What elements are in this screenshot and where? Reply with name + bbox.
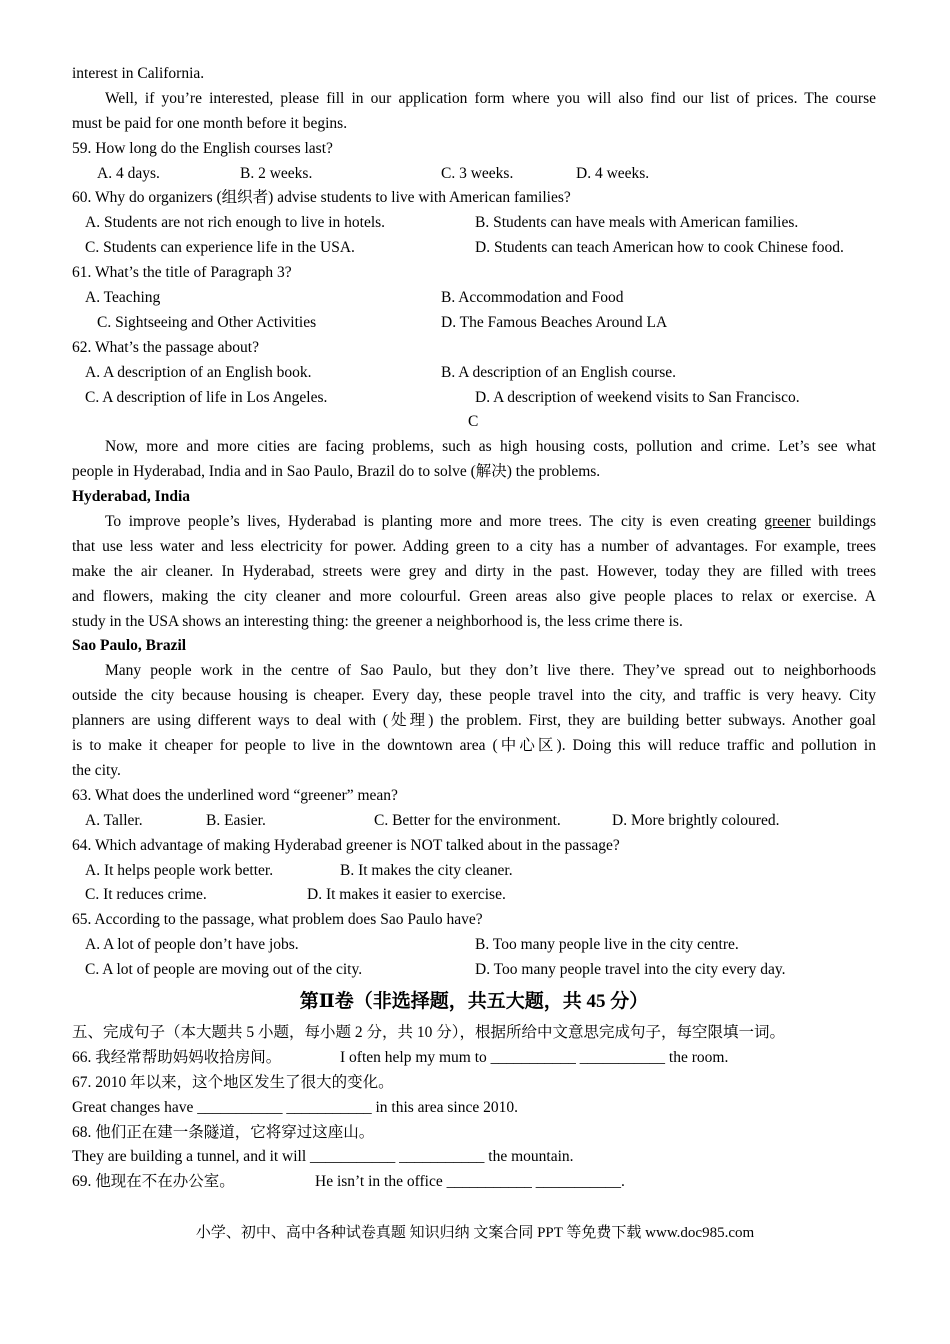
question-options <box>72 211 876 236</box>
page-footer: 小学、初中、高中各种试卷真题 知识归纳 文案合同 PPT 等免费下载 www.doc985.com <box>195 1225 755 1241</box>
option-c: C. Sightseeing and Other Activities <box>97 313 317 331</box>
option-a: A. Teaching <box>85 289 161 307</box>
question-chinese: 66. 我经常帮助妈妈收拾房间。 <box>72 1048 282 1066</box>
passage-label: C <box>468 413 479 431</box>
question-options <box>72 236 876 261</box>
option-c: C. It reduces crime. <box>85 886 207 904</box>
question-english: Great changes have ___________ ___________ in this area since 2010. <box>72 1098 518 1116</box>
option-d: D. More brightly coloured. <box>612 811 780 829</box>
underlined-word: greener <box>764 513 811 531</box>
option-c: C. A lot of people are moving out of the city. <box>85 961 363 979</box>
option-d: D. 4 weeks. <box>576 164 650 182</box>
option-d: D. It makes it easier to exercise. <box>307 886 506 904</box>
question-row <box>72 1046 876 1071</box>
question-chinese: 67. 2010 年以来，这个地区发生了很大的变化。 <box>72 1073 394 1091</box>
option-c: C. Better for the environment. <box>374 811 561 829</box>
option-b: B. Accommodation and Food <box>441 289 624 307</box>
passage-line: To improve people’s lives, Hyderabad is planting more and more trees. The city is even creating greener buildings <box>105 513 876 531</box>
option-c: C. Students can experience life in the USA. <box>85 239 355 257</box>
option-a: A. Students are not rich enough to live in hotels. <box>85 214 386 232</box>
question-stem: 62. What’s the passage about? <box>72 338 259 356</box>
passage-line: is to make it cheaper for people to live in the downtown area (中心区). Doing this will reduce traffic and pollution in <box>72 737 876 755</box>
question-english: I often help my mum to ___________ ___________ the room. <box>340 1048 729 1066</box>
question-options <box>72 859 876 884</box>
option-c: C. 3 weeks. <box>441 164 514 182</box>
question-stem: 59. How long do the English courses last? <box>72 139 333 157</box>
passage-line: that use less water and less electricity for power. Adding green to a city has a number of advantages. For example, trees <box>72 537 876 555</box>
question-stem: 65. According to the passage, what problem does Sao Paulo have? <box>72 911 483 929</box>
question-stem: 61. What’s the title of Paragraph 3? <box>72 264 292 282</box>
option-b: B. Students can have meals with American families. <box>475 214 799 232</box>
exam-page <box>72 62 876 1195</box>
passage-line: people in Hyderabad, India and in Sao Paulo, Brazil do to solve (解决) the problems. <box>72 463 601 481</box>
passage-line: and flowers, making the city cleaner and more colourful. Green areas also give people places to relax or exercise. A <box>72 587 876 605</box>
passage-line: make the air cleaner. In Hyderabad, streets were grey and dirty in the past. However, today they are filled with trees <box>72 562 876 580</box>
question-stem: 63. What does the underlined word “greener” mean? <box>72 786 398 804</box>
passage-line: planners are using different ways to deal with (处理) the problem. First, they are building better subways. Another goal <box>72 712 876 730</box>
passage-line: must be paid for one month before it begins. <box>72 114 348 132</box>
question-options <box>72 311 876 336</box>
option-d: D. A description of weekend visits to San Francisco. <box>475 388 800 406</box>
question-stem: 64. Which advantage of making Hyderabad greener is NOT talked about in the passage? <box>72 836 620 854</box>
question-options <box>72 162 876 187</box>
question-options <box>72 386 876 411</box>
question-options <box>72 361 876 386</box>
question-options <box>72 958 876 983</box>
section-heading: Hyderabad, India <box>72 488 191 506</box>
question-options <box>72 933 876 958</box>
option-d: D. Too many people travel into the city every day. <box>475 961 786 979</box>
option-a: A. A description of an English book. <box>85 363 312 381</box>
passage-line: Many people work in the centre of Sao Paulo, but they don’t live there. They’ve spread out to neighborhoods <box>105 662 876 680</box>
option-b: B. A description of an English course. <box>441 363 677 381</box>
question-chinese: 69. 他现在不在办公室。 <box>72 1173 235 1191</box>
option-b: B. 2 weeks. <box>240 164 313 182</box>
part-title: 第Ⅱ卷（非选择题，共五大题，共 45 分） <box>299 990 649 1012</box>
option-d: D. Students can teach American how to cook Chinese food. <box>475 239 844 257</box>
question-options <box>72 883 876 908</box>
option-c: C. A description of life in Los Angeles. <box>85 388 328 406</box>
option-b: B. Easier. <box>206 811 266 829</box>
option-a: A. It helps people work better. <box>85 861 274 879</box>
passage-line: interest in California. <box>72 65 205 82</box>
option-b: B. It makes the city cleaner. <box>340 861 513 879</box>
section-instructions: 五、完成句子（本大题共 5 小题，每小题 2 分，共 10 分），根据所给中文意思完成句子，每空限填一词。 <box>72 1023 786 1041</box>
option-a: A. 4 days. <box>97 164 160 182</box>
question-english: They are building a tunnel, and it will ___________ ___________ the mountain. <box>72 1148 574 1166</box>
passage-line: Well, if you’re interested, please fill in our application form where you will also find our list of prices. The course <box>105 89 876 107</box>
question-options <box>72 286 876 311</box>
option-d: D. The Famous Beaches Around LA <box>441 313 668 331</box>
question-english: He isn’t in the office ___________ ___________. <box>315 1173 625 1191</box>
passage-line: Now, more and more cities are facing problems, such as high housing costs, pollution and crime. Let’s see what <box>105 438 876 456</box>
question-options <box>72 809 876 834</box>
section-heading: Sao Paulo, Brazil <box>72 637 187 655</box>
question-stem: 60. Why do organizers (组织者) advise students to live with American families? <box>72 189 571 207</box>
option-b: B. Too many people live in the city centre. <box>475 936 739 954</box>
option-a: A. Taller. <box>85 811 143 829</box>
question-chinese: 68. 他们正在建一条隧道，它将穿过这座山。 <box>72 1123 375 1141</box>
passage-line: study in the USA shows an interesting thing: the greener a neighborhood is, the less crime there is. <box>72 612 683 630</box>
passage-line: the city. <box>72 761 121 779</box>
passage-line: outside the city because housing is cheaper. Every day, these people travel into the city, and traffic is very heavy. City <box>72 687 876 705</box>
question-row <box>72 1170 876 1195</box>
option-a: A. A lot of people don’t have jobs. <box>85 936 299 954</box>
